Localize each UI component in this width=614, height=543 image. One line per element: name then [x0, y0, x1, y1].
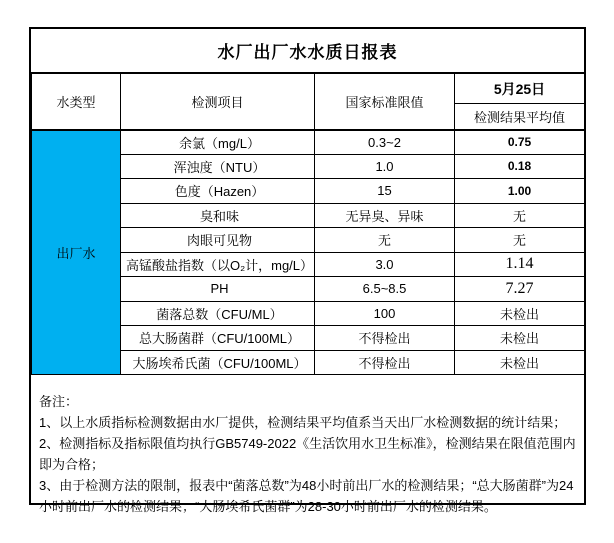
standard-cell: 3.0 [315, 252, 455, 277]
page-title: 水厂出厂水水质日报表 [31, 29, 584, 73]
standard-cell: 不得检出 [315, 350, 455, 375]
standard-cell: 0.3~2 [315, 130, 455, 155]
header-item: 检测项目 [121, 74, 315, 130]
standard-cell: 无异臭、异味 [315, 203, 455, 228]
standard-cell: 无 [315, 228, 455, 253]
notes-label: 备注： [39, 394, 79, 409]
item-cell: 肉眼可见物 [121, 228, 315, 253]
note-line: 2、检测指标及指标限值均执行GB5749-2022《生活饮用水卫生标准》，检测结果在限值范围内即为合格； [39, 436, 576, 472]
standard-cell: 100 [315, 301, 455, 326]
item-cell: 总大肠菌群（CFU/100ML） [121, 326, 315, 351]
header-date: 5月25日 [455, 74, 585, 104]
table-row [32, 130, 585, 155]
result-cell: 0.75 [455, 130, 585, 155]
item-cell: 臭和味 [121, 203, 315, 228]
note-line: 1、以上水质指标检测数据由水厂提供，检测结果平均值系当天出厂水检测数据的统计结果； [39, 415, 567, 430]
item-cell: 高锰酸盐指数（以O₂计，mg/L） [121, 252, 315, 277]
report-sheet [29, 27, 586, 514]
header-result-avg: 检测结果平均值 [455, 104, 585, 130]
result-cell: 7.27 [455, 277, 585, 302]
result-cell: 未检出 [455, 301, 585, 326]
result-cell: 无 [455, 203, 585, 228]
standard-cell: 1.0 [315, 154, 455, 179]
water-type-cell: 出厂水 [32, 130, 121, 375]
water-quality-table [31, 73, 585, 375]
standard-cell: 6.5~8.5 [315, 277, 455, 302]
note-line: 3、由于检测方法的限制，报表中“菌落总数”为48小时前出厂水的检测结果；“总大肠菌群”为24小时前出厂水的检测结果；“大肠埃希氏菌群”为28-30小时前出厂水的检测结果。 [39, 478, 574, 514]
notes-section [31, 375, 584, 517]
result-cell: 1.00 [455, 179, 585, 204]
header-standard: 国家标准限值 [315, 74, 455, 130]
item-cell: 浑浊度（NTU） [121, 154, 315, 179]
result-cell: 未检出 [455, 350, 585, 375]
item-cell: 色度（Hazen） [121, 179, 315, 204]
standard-cell: 不得检出 [315, 326, 455, 351]
result-cell: 无 [455, 228, 585, 253]
table-header [32, 74, 585, 130]
item-cell: 余氯（mg/L） [121, 130, 315, 155]
standard-cell: 15 [315, 179, 455, 204]
item-cell: PH [121, 277, 315, 302]
table-body [32, 130, 585, 375]
result-cell: 1.14 [455, 252, 585, 277]
result-cell: 未检出 [455, 326, 585, 351]
item-cell: 大肠埃希氏菌（CFU/100ML） [121, 350, 315, 375]
result-cell: 0.18 [455, 154, 585, 179]
header-water-type: 水类型 [32, 74, 121, 130]
item-cell: 菌落总数（CFU/ML） [121, 301, 315, 326]
